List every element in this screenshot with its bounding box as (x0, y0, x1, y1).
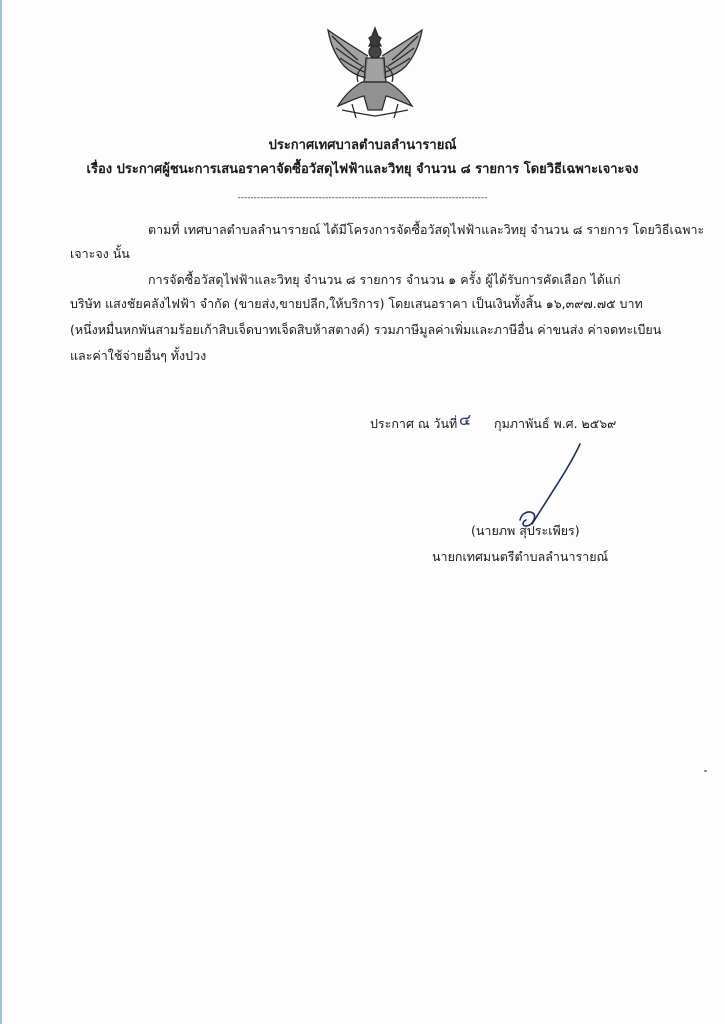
date-day-handwritten: ๔ (459, 410, 472, 429)
paragraph-1-line-2: เจาะจง นั้น (70, 246, 130, 261)
garuda-emblem-icon (322, 26, 428, 120)
announcement-title: ประกาศเทศบาลตำบลลำนารายณ์ (268, 138, 457, 153)
signature-mark (500, 440, 590, 530)
divider-line: ----------------------------------------------------------------------------- (237, 193, 488, 203)
paragraph-1-line-1: ตามที่ เทศบาลตำบลลำนารายณ์ ได้มีโครงการจัดซื้อวัสดุไฟฟ้าและวิทยุ จำนวน ๘ รายการ โดยวิธีเฉพาะ (148, 222, 705, 237)
date-month-year: กุมภาพันธ์ พ.ศ. ๒๕๖๙ (494, 416, 617, 431)
paragraph-2-line-4: และค่าใช้จ่ายอื่นๆ ทั้งปวง (70, 348, 207, 363)
paragraph-2-line-3: (หนึ่งหมื่นหกพันสามร้อยเก้าสิบเจ็ดบาทเจ็ดสิบห้าสตางค์) รวมภาษีมูลค่าเพิ่มและภาษีอื่น ค่าขนส่ง ค่าจดทะเบียน (70, 322, 662, 337)
scan-speck (704, 770, 707, 772)
date-prefix: ประกาศ ณ วันที่ (370, 416, 458, 431)
signatory-position: นายกเทศมนตรีตำบลลำนารายณ์ (432, 549, 609, 564)
paragraph-2-line-2: บริษัท แสงชัยคลังไฟฟ้า จำกัด (ขายส่ง,ขายปลีก,ให้บริการ) โดยเสนอราคา เป็นเงินทั้งสิ้น ๑๖,๓๙๗.๗๕ บาท (70, 296, 643, 311)
signatory-name: (นายภพ สุประเพียร) (471, 523, 580, 538)
paragraph-2-line-1: การจัดซื้อวัสดุไฟฟ้าและวิทยุ จำนวน ๘ รายการ จำนวน ๑ ครั้ง ผู้ได้รับการคัดเลือก ได้แก่ (148, 272, 621, 287)
announcement-subject: เรื่อง ประกาศผู้ชนะการเสนอราคาจัดซื้อวัสดุไฟฟ้าและวิทยุ จำนวน ๘ รายการ โดยวิธีเฉพาะเจาะจง (86, 162, 639, 177)
